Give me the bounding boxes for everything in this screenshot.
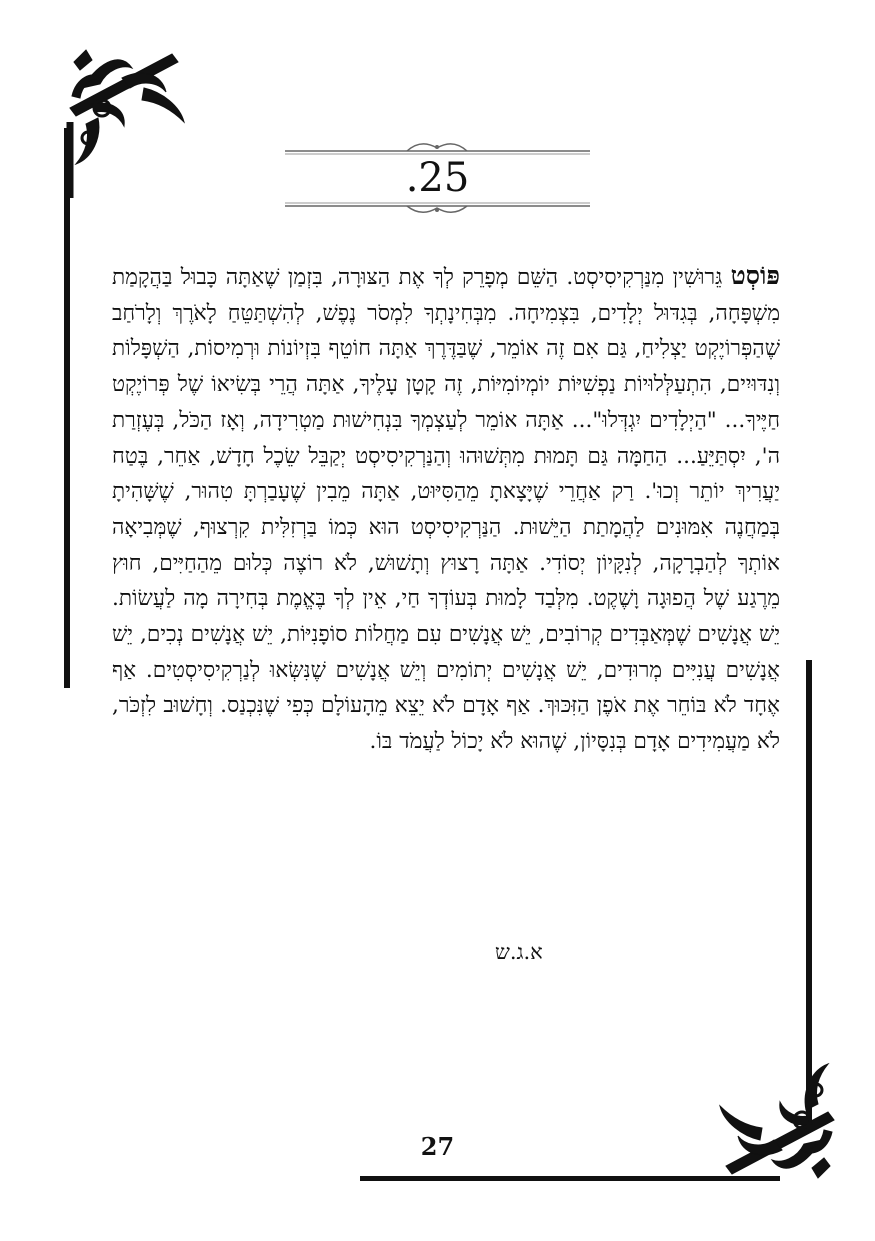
chapter-heading [285,142,590,222]
ornament-corner-top-left [62,48,212,198]
lead-word: פּוֹסְט [730,261,780,290]
title-ornament-bottom [285,200,590,214]
page-number: 27 [420,1132,455,1161]
body-paragraph: גֵּרוּשִׁין מִנַּרְקִיסִיסְט. הַשֵּׁם מְפָרֵק לְךָ אֶת הַצּוּרָה, בִּזְמַן שֶׁאַתָּה כָּבוּל בַּהֲקָמַת מִשְׁפָּחָה, בְּגִדּוּל יְלָדִים, בִּצְמִיחָה. מִבְּחִינָתְךָ לִמְסֹר נֶפֶשׁ, לְהִשְׁתַּטֵּחַ לָאֹרֶךְ וְלָרֹחַב שֶׁהַפְּרוֹיֶקְט יַצְלִיחַ, גַּם אִם זֶה אוֹמֵר, שֶׁבַּדֶּרֶךְ אַתָּה חוֹטֵף בִּזְיוֹנוֹת וּרְמִיסוֹת, הַשְׁפָּלוֹת וְנִדּוּיִים, הִתְעַלְּלוּיוֹת נַפְשִׁיּוֹת יוֹמְיוֹמִיּוֹת, זֶה קָטָן עָלֶיךָ, אַתָּה הֲרֵי בְּשִׂיאוֹ שֶׁל פְּרוֹיֶקְט חַיֶּיךָ... "הַיְלָדִים יִגְדְּלוּ"... אַתָּה אוֹמֵר לְעַצְמְךָ בִּנְחִישׁוּת מַטְרִידָה, וְאָז הַכֹּל, בְּעֶזְרַת ה', יִסְתַּיֵּעַ... הַחַמָּה גַּם תָּמוּת מִתְּשׁוּהוּ וְהַנַּרְקִיסִיסְט יְקַבֵּל שֵׂכֶל חָדָשׁ, אַחֵר, בֶּטַח יַעֲרִיךְ יוֹתֵר וְכוּ'. רַק אַחֲרֵי שֶׁיָּצָאתָ מֵהַסִּיּוּט, אַתָּה מֵבִין שֶׁעָבַרְתָּ טִהוּר, שֶׁשָּׁהִיתָ בְּמַחֲנֶה אִמּוּנִים לַהֲמָתַת הַיֵּשׁוּת. הַנַּרְקִיסִיסְט הוּא כְּמוֹ בַּרְזִלִּית קִרְצוּף, שֶׁמְּבִיאָה אוֹתְךָ לְהַבְרָקָה, לְנִקָּיוֹן יְסוֹדִי. אַתָּה רָצוּץ וְתָשׁוּשׁ, לֹא רוֹצֶה כְּלוּם מֵהַחַיִּים, חוּץ מֵרֶגַע שֶׁל הֲפוּגָה וָשֶׁקֶט. מִלְּבַד לָמוּת בְּעוֹדְךָ חַי, אֵין לְךָ בֶּאֱמֶת בְּחִירָה מָה לַעֲשׂוֹת. יֵשׁ אֲנָשִׁים שֶׁמְּאַבְּדִים קְרוֹבִים, יֵשׁ אֲנָשִׁים עִם מַחֲלוֹת סוֹפָנִיּוֹת, יֵשׁ אֲנָשִׁים נְכִים, יֵשׁ אֲנָשִׁים עֲנִיִּים מְרוּדִים, יֵשׁ אֲנָשִׁים יְתוֹמִים וְיֵשׁ אֲנָשִׁים שֶׁנִּשְּׂאוּ לְנַרְקִיסִיסְטִים. אַף אֶחָד לֹא בּוֹחֵר אֶת אֹפֶן הַזִּכּוּךְ. אַף אָדָם לֹא יֵצֵא מֵהָעוֹלָם כְּפִי שֶׁנִּכְנַס. וְחָשׁוּב לִזְכֹּר, לֹא מַעֲמִידִים אָדָם בְּנִסָּיוֹן, שֶׁהוּא לֹא יָכוֹל לַעֲמֹד בּוֹ. [112,265,780,755]
author-initials: א.ג.ש [495,940,543,964]
chapter-body [112,258,780,760]
title-ornament-top [285,142,590,156]
frame-rule-left [64,128,70,688]
chapter-number: .25 [405,155,470,201]
